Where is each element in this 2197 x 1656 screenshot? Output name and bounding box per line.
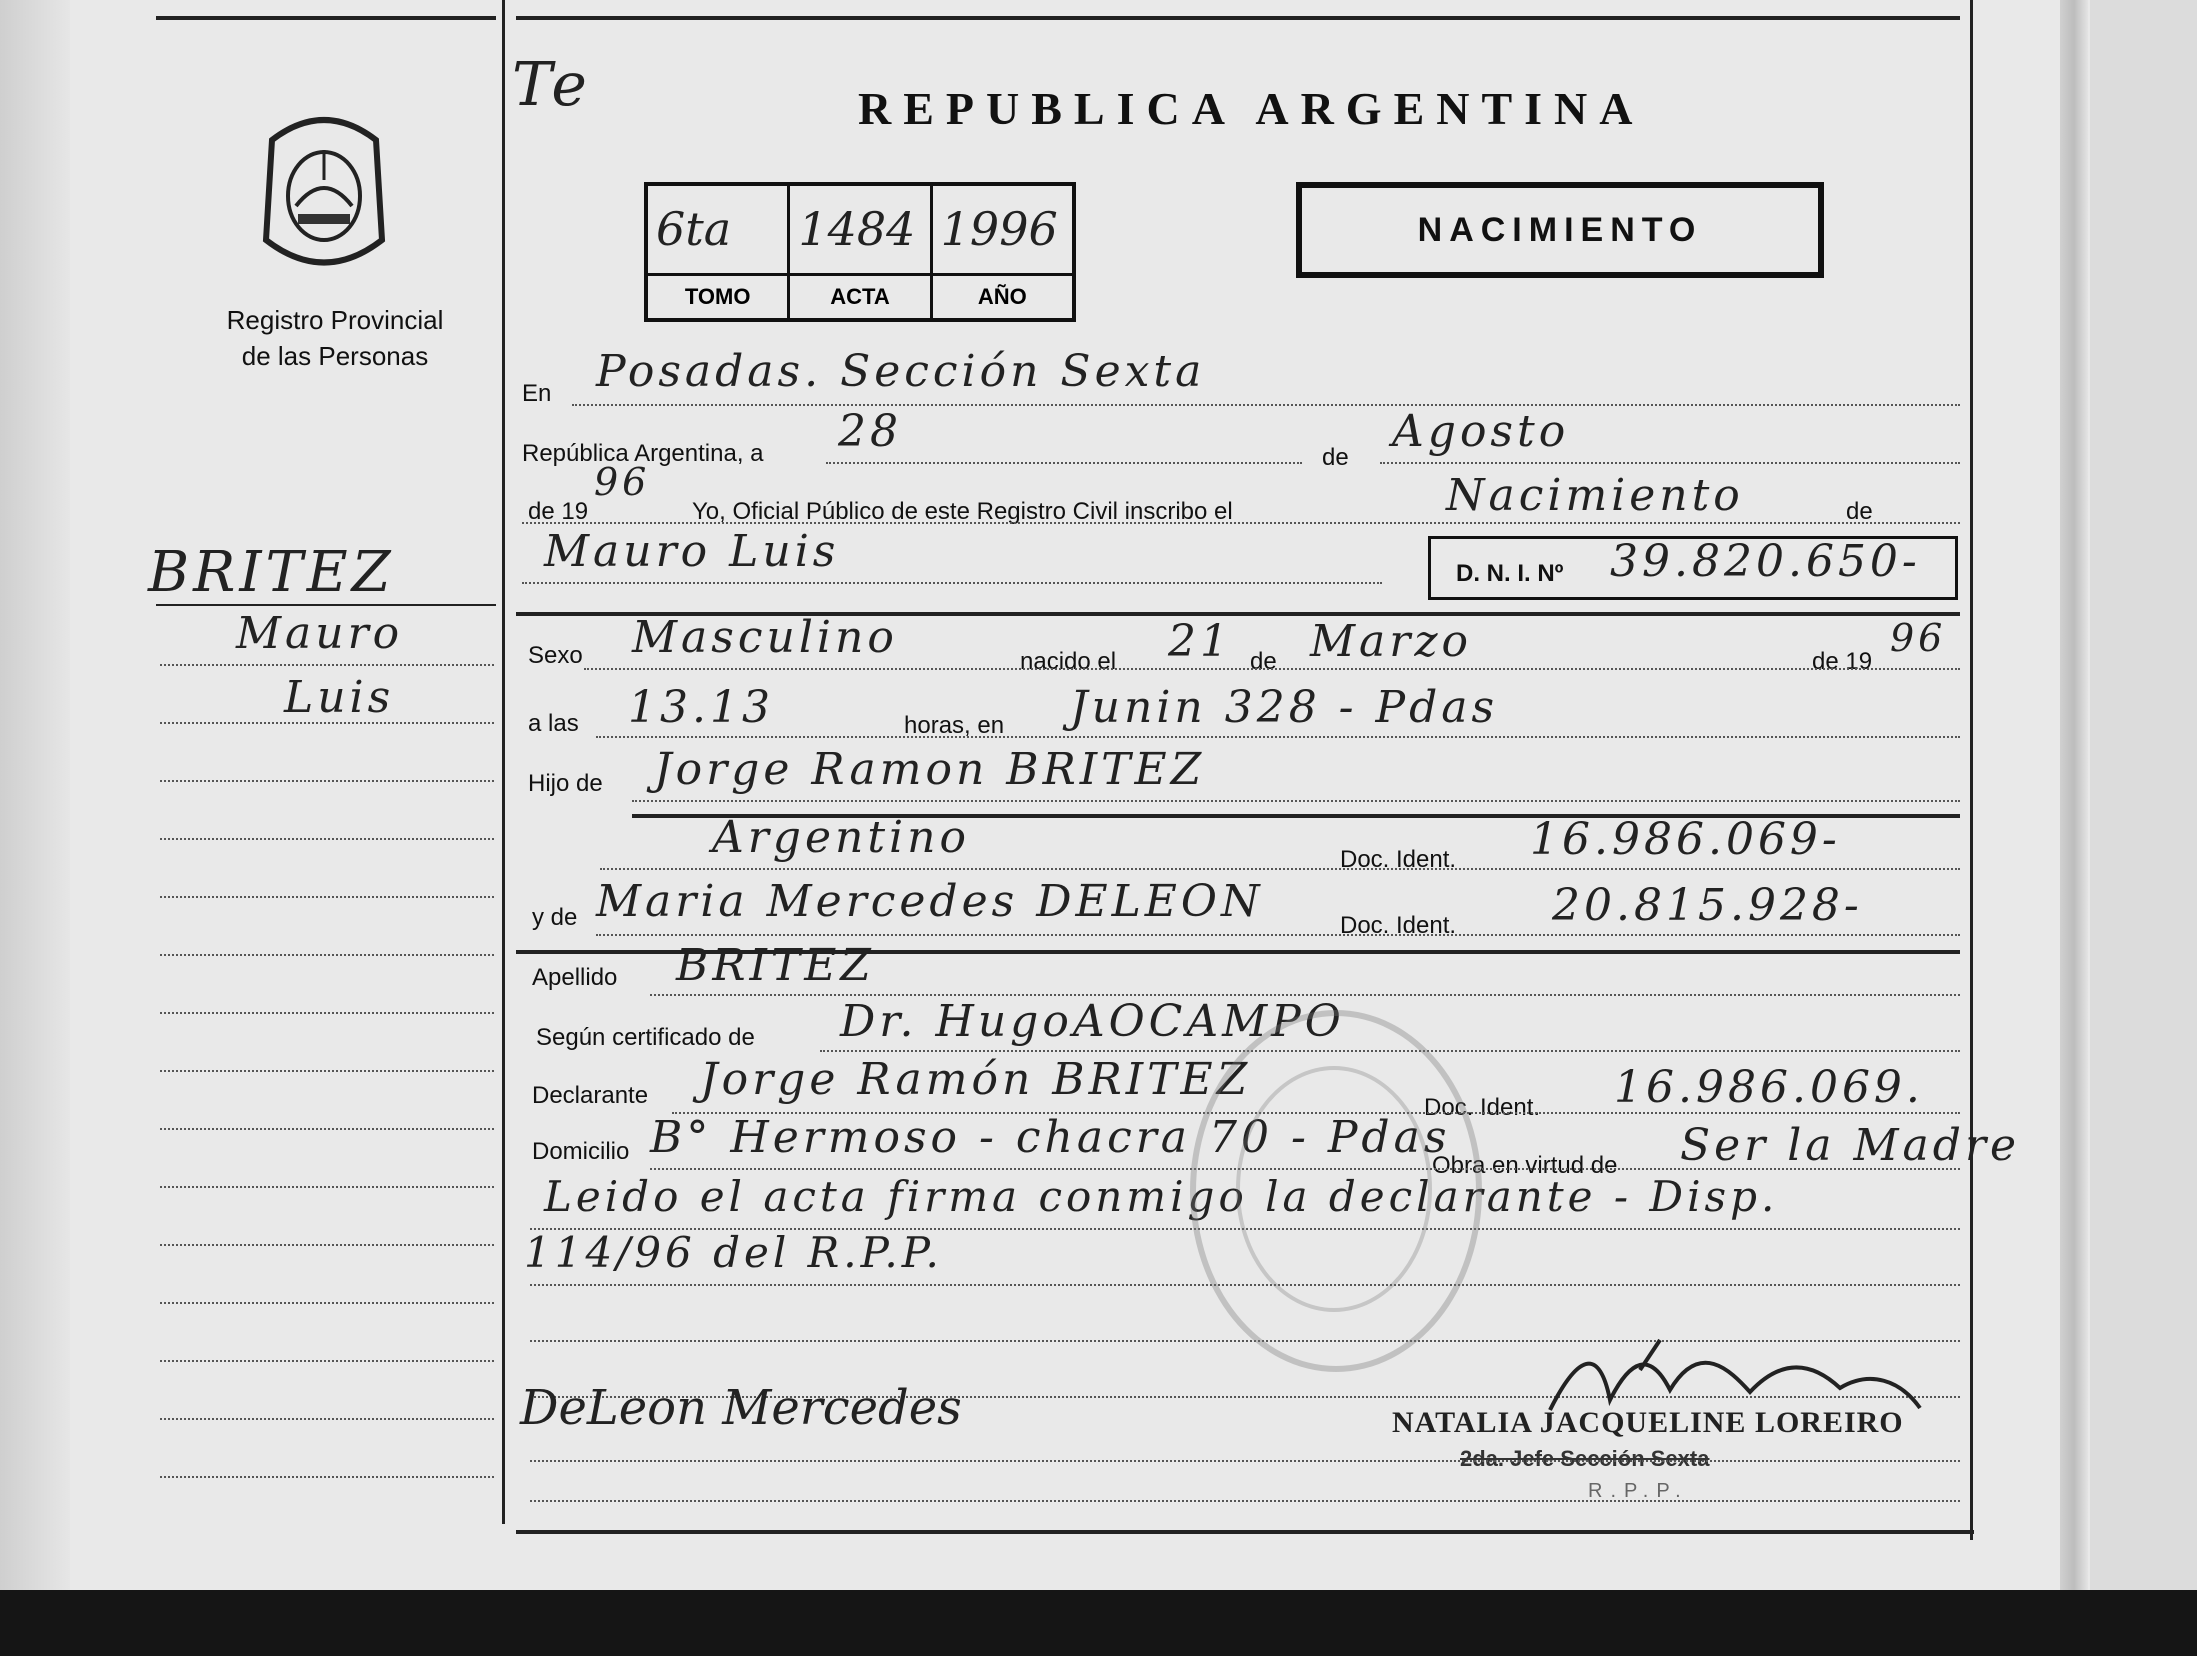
dotline-sexo <box>584 668 1960 670</box>
label-apellido: Apellido <box>532 964 618 991</box>
tomo-value: 6ta <box>656 202 732 256</box>
field-mother: Maria Mercedes DELEON <box>596 876 1264 927</box>
field-dni: 39.820.650- <box>1610 536 1921 587</box>
bottom-rule <box>516 1530 1974 1534</box>
field-address: B° Hermoso - chacra 70 - Pdas <box>650 1112 1451 1163</box>
margin-dotline <box>160 664 494 666</box>
label-declarante: Declarante <box>532 1082 649 1109</box>
column-divider <box>502 0 505 1524</box>
dotline-name <box>522 582 1382 584</box>
field-birth-month: Marzo <box>1310 616 1472 667</box>
category-box: NACIMIENTO <box>1296 182 1824 278</box>
margin-dotline <box>160 1302 494 1304</box>
official-role: 2da. Jefe Sección Sexta <box>1460 1446 1710 1471</box>
label-de-name: de <box>1846 498 1873 525</box>
field-year: 96 <box>594 460 651 504</box>
margin-dotline <box>160 1418 494 1420</box>
label-hijo: Hijo de <box>528 770 603 797</box>
margin-given-2: Luis <box>284 672 395 723</box>
field-place: Posadas. Sección Sexta <box>596 346 1206 397</box>
label-sexo: Sexo <box>528 642 583 669</box>
page-fold <box>2060 0 2088 1620</box>
margin-dotline <box>160 954 494 956</box>
document-title: REPUBLICA ARGENTINA <box>858 83 1645 134</box>
field-birth-day: 21 <box>1168 616 1232 667</box>
field-by-virtue: Ser la Madre <box>1680 1120 2021 1171</box>
registry-line-1: Registro Provincial <box>226 305 444 335</box>
dotline-bottom <box>530 1500 1960 1502</box>
margin-mark: Te <box>512 50 591 120</box>
label-obra: Obra en virtud de <box>1432 1152 1618 1179</box>
field-note-2: 114/96 del R.P.P. <box>524 1228 943 1277</box>
dotline-hijo <box>632 800 1960 802</box>
label-de-birth: de <box>1250 648 1277 675</box>
declarant-signature: DeLeon Mercedes <box>520 1380 962 1436</box>
margin-dotline <box>160 722 494 724</box>
tomo-label: TOMO <box>648 273 787 318</box>
ano-label: AÑO <box>933 273 1072 318</box>
margin-dotline <box>160 1244 494 1246</box>
dotline-de19 <box>522 522 1960 524</box>
label-de-month: de <box>1322 444 1349 471</box>
field-father: Jorge Ramon BRITEZ <box>654 744 1206 795</box>
label-de19: de 19 <box>528 498 589 525</box>
label-yde: y de <box>532 904 578 931</box>
acta-cell <box>790 186 932 318</box>
label-alas: a las <box>528 710 579 737</box>
field-month: Agosto <box>1392 406 1570 457</box>
label-doc-mother: Doc. Ident. <box>1340 912 1457 939</box>
margin-dotline <box>160 1128 494 1130</box>
margin-given-1: Mauro <box>236 608 404 659</box>
field-birth-year: 96 <box>1890 616 1947 660</box>
margin-surname: BRITEZ <box>148 540 395 605</box>
margin-dotline <box>160 1186 494 1188</box>
label-en: En <box>522 380 552 407</box>
field-father-nationality: Argentino <box>712 812 970 863</box>
registry-line-2: de las Personas <box>241 341 429 371</box>
ano-value: 1996 <box>940 202 1058 256</box>
official-org: R.P.P. <box>1588 1480 1689 1502</box>
label-doc-father: Doc. Ident. <box>1340 846 1457 873</box>
dotline-sign <box>530 1460 1960 1462</box>
field-mother-doc: 20.815.928- <box>1552 880 1863 931</box>
dotline-month <box>1380 462 1960 464</box>
margin-dotline <box>160 1360 494 1362</box>
margin-dotline <box>160 1070 494 1072</box>
margin-dotline <box>160 1476 494 1478</box>
field-sex: Masculino <box>632 612 898 663</box>
bottom-shadow <box>0 1590 2197 1656</box>
field-name: Mauro Luis <box>544 526 840 577</box>
margin-dotline <box>160 780 494 782</box>
acta-label: ACTA <box>790 273 929 318</box>
field-act: Nacimiento <box>1446 470 1744 521</box>
margin-rule <box>156 604 496 606</box>
field-birth-place: Junin 328 - Pdas <box>1070 682 1499 733</box>
provincial-seal-icon <box>252 110 396 280</box>
margin-dotline <box>160 838 494 840</box>
ano-cell <box>933 186 1072 318</box>
right-border <box>1970 0 1973 1540</box>
field-certificate: Dr. HugoAOCAMPO <box>840 996 1345 1047</box>
registry-name <box>200 302 470 374</box>
margin-dotline <box>160 896 494 898</box>
official-stamp <box>1190 1010 1482 1372</box>
official-name: NATALIA JACQUELINE LOREIRO <box>1392 1406 1904 1439</box>
field-declarant: Jorge Ramón BRITEZ <box>700 1054 1252 1105</box>
label-doc-declarant: Doc. Ident. <box>1424 1094 1541 1121</box>
reference-table <box>644 182 1076 322</box>
dotline-nationality <box>600 868 1960 870</box>
field-father-doc: 16.986.069- <box>1530 814 1841 865</box>
field-day: 28 <box>838 406 902 457</box>
dotline-day <box>826 462 1302 464</box>
label-yo: Yo, Oficial Público de este Registro Civil inscribo el <box>692 498 1233 525</box>
page-edge <box>0 0 70 1620</box>
label-de19-birth: de 19 <box>1812 648 1873 675</box>
label-nacido: nacido el <box>1020 648 1117 675</box>
dotline-yde <box>596 934 1960 936</box>
label-republica: República Argentina, a <box>522 440 764 467</box>
acta-value: 1484 <box>798 202 916 256</box>
field-surname: BRITEZ <box>676 940 875 991</box>
dotline-alas <box>596 736 1960 738</box>
top-rule-left <box>156 16 496 20</box>
field-note-1: Leido el acta firma conmigo la declarante - Disp. <box>544 1172 1779 1221</box>
tomo-cell <box>648 186 790 318</box>
label-segun: Según certificado de <box>536 1024 755 1051</box>
field-declarant-doc: 16.986.069. <box>1614 1062 1924 1113</box>
label-horas: horas, en <box>904 712 1005 739</box>
margin-dotline <box>160 1012 494 1014</box>
dotline-en <box>572 404 1960 406</box>
label-dni: D. N. I. Nº <box>1456 560 1564 587</box>
top-rule-right <box>516 16 1960 20</box>
next-page <box>2090 0 2197 1656</box>
label-domicilio: Domicilio <box>532 1138 630 1165</box>
field-birth-time: 13.13 <box>628 682 774 733</box>
